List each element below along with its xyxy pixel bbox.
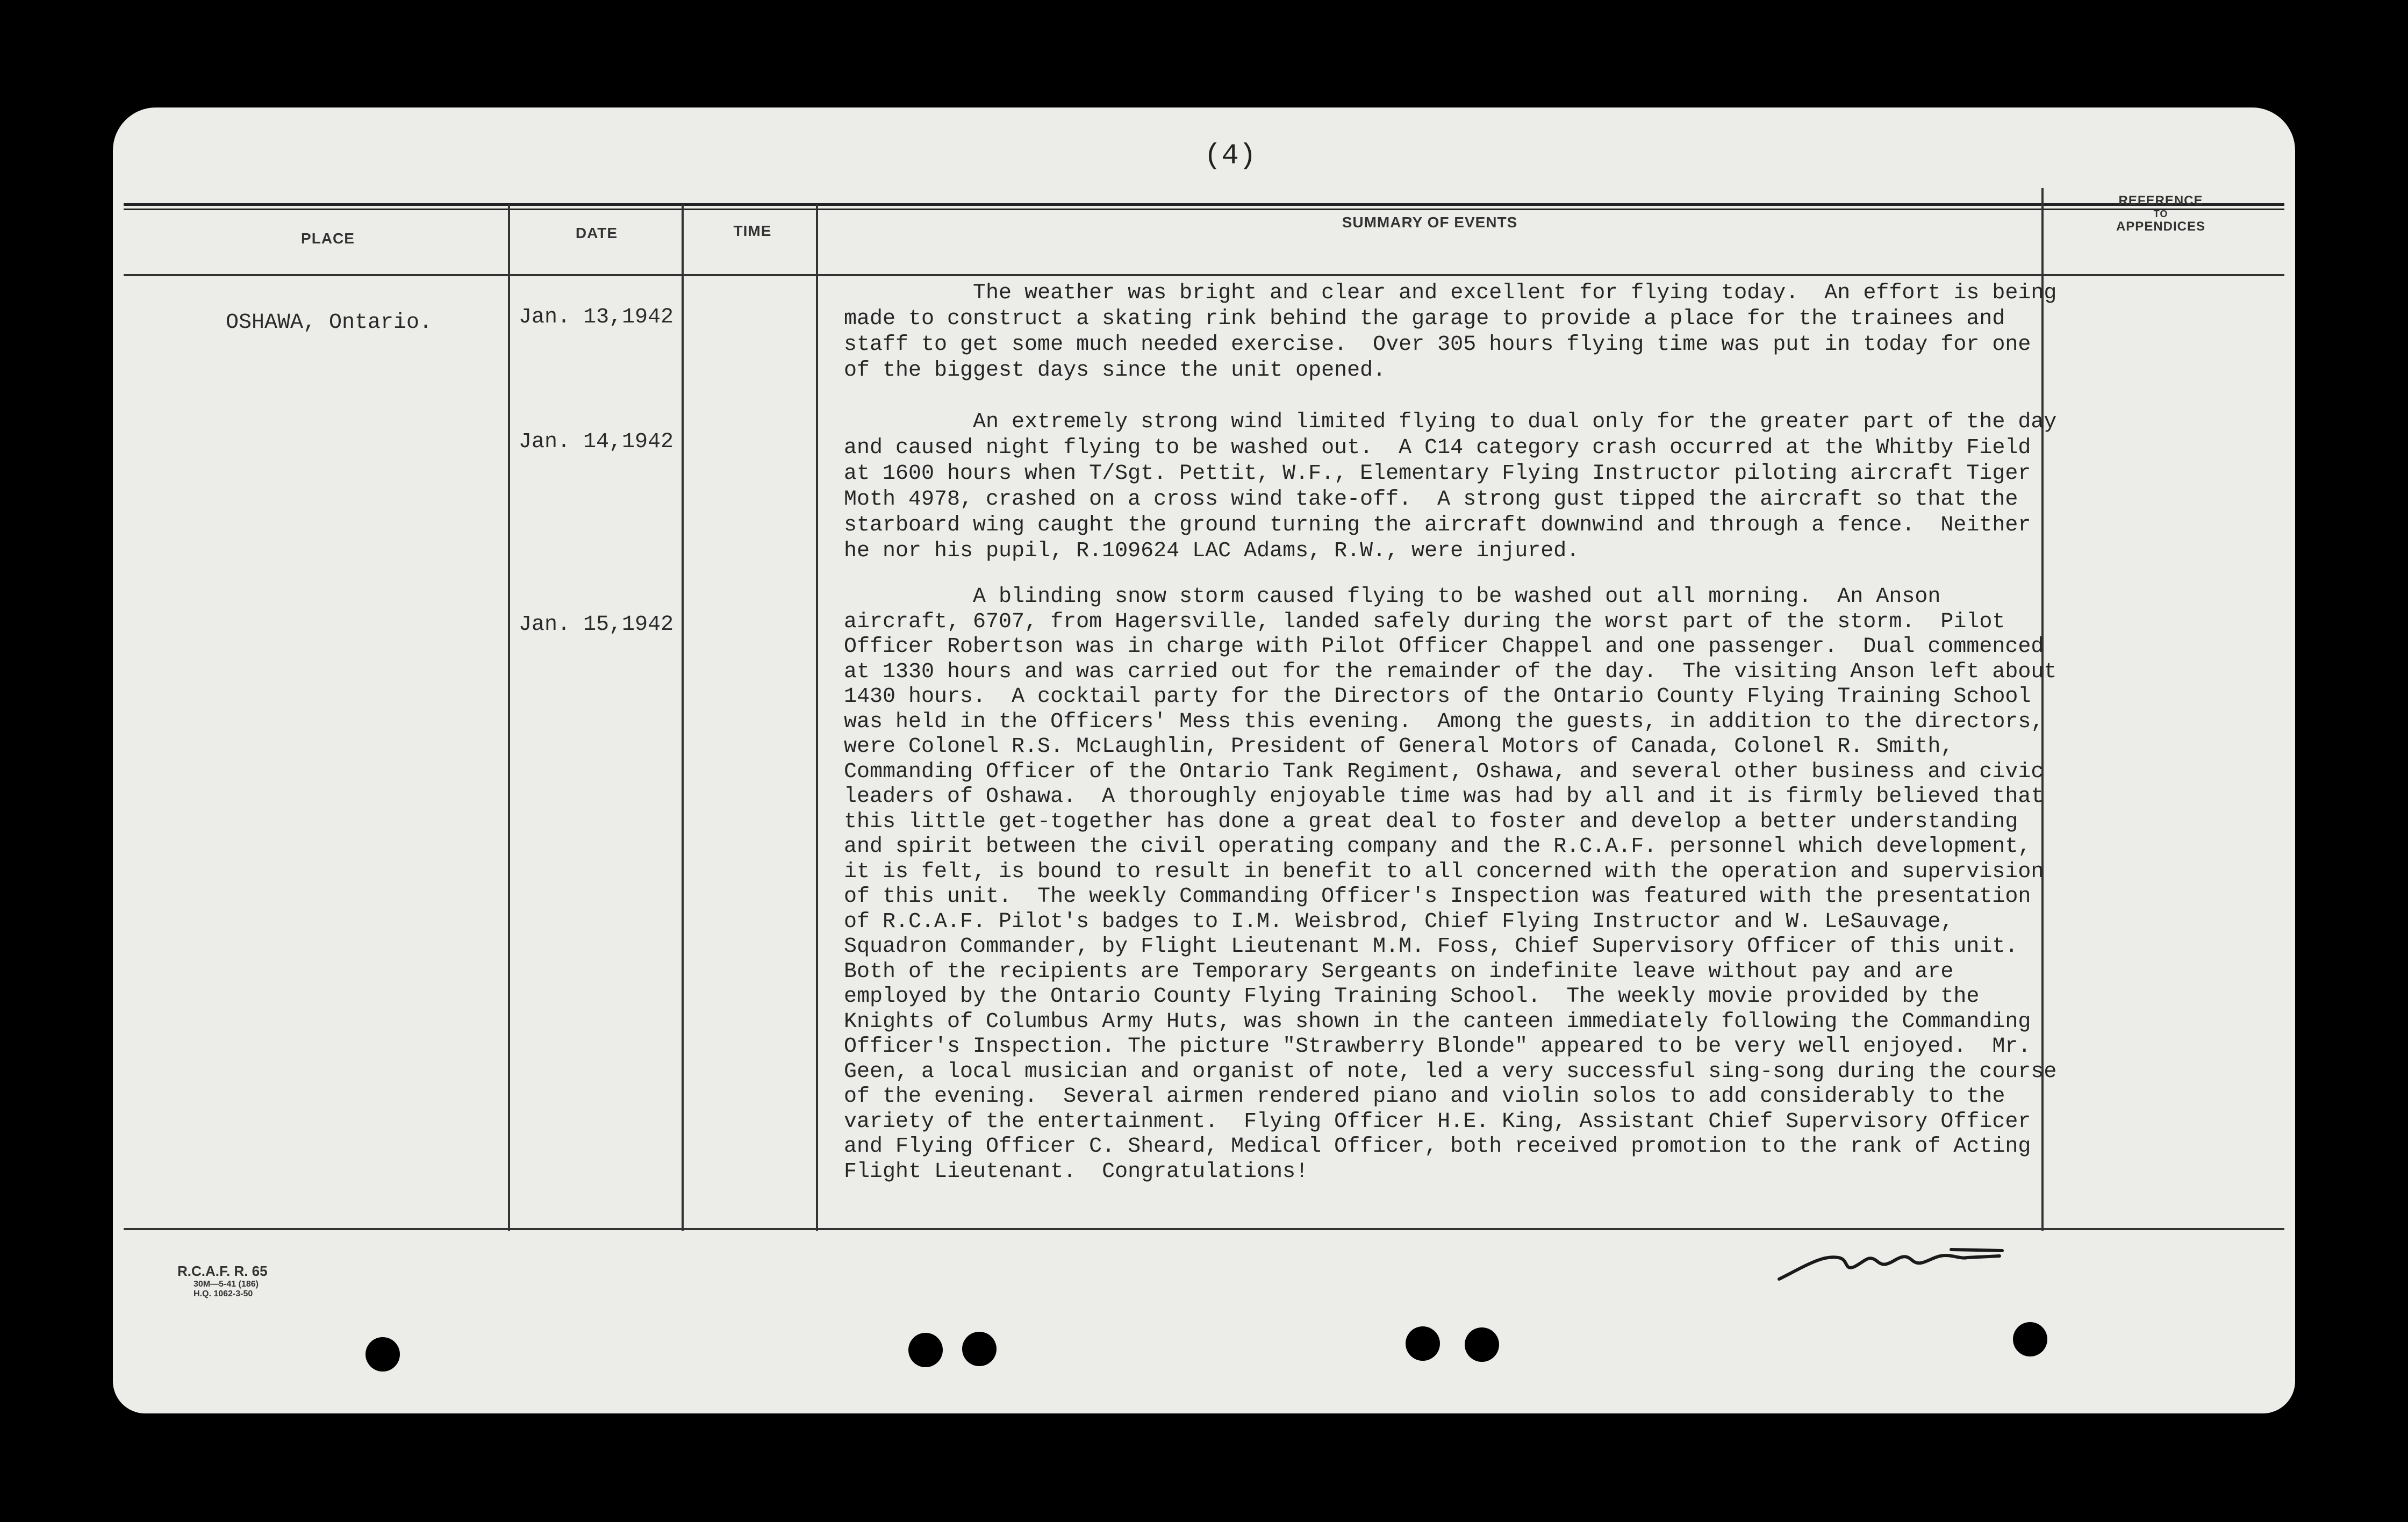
column-header-summary: SUMMARY OF EVENTS bbox=[1342, 214, 1518, 231]
reference-line-3: APPENDICES bbox=[2116, 219, 2206, 234]
column-divider-date-time bbox=[682, 204, 684, 1231]
header-top-rule bbox=[124, 203, 2284, 210]
reference-line-2: TO bbox=[2153, 209, 2168, 219]
summary-entry-jan-13: The weather was bright and clear and excellent for flying today. An effort is being made to construct a skating rink behind the garage to provide a place for the trainees and staff to get some much needed exercise. Over 305 hours flying time was put in today for one of the biggest days since the unit opened. bbox=[844, 281, 2070, 383]
form-number: R.C.A.F. R. 65 bbox=[177, 1263, 268, 1279]
summary-entry-jan-15: A blinding snow storm caused flying to be washed out all morning. An Anson aircraft, 6707, from Hagersville, landed safely during the worst part of the storm. Pilot Officer Robertson was in charge with Pilot Officer Chappel and one passenger. Dual commenced at 1330 hours and was carried out for the remainder of the day. The visiting Anson left about 1430 hours. A cocktail party for the Directors of the Ontario County Flying Training School was held in the Officers' Mess this evening. Among the guests, in addition to the directors, were Colonel R.S. McLaughlin, President of General Motors of Canada, Colonel R. Smith, Commanding Officer of the Ontario Tank Regiment, Oshawa, and several other business and civic leaders of Oshawa. A thoroughly enjoyable time was had by all and it is firmly believed that this little get-together has done a great deal to foster and develop a better understanding and spirit between the civil operating company and the R.C.A.F. personnel which development, it is felt, is bound to result in benefit to all concerned with the operation and supervision of this unit. The weekly Commanding Officer's Inspection was featured with the presentation of R.C.A.F. Pilot's badges to I.M. Weisbrod, Chief Flying Instructor and W. LeSauvage, Squadron Commander, by Flight Lieutenant M.M. Foss, Chief Supervisory Officer of this unit. Both of the recipients are Temporary Sergeants on indefinite leave without pay and are employed by the Ontario County Flying Training School. The weekly movie provided by the Knights of Columbus Army Huts, was shown in the canteen immediately following the Commanding Officer's Inspection. The picture "Strawberry Blonde" appeared to be very well enjoyed. Mr. Geen, a local musician and organist of note, led a very successful sing-song during the course of the evening. Several airmen rendered piano and violin solos to add considerably to the variety of the entertainment. Flying Officer H.E. King, Assistant Chief Supervisory Officer and Flying Officer C. Sheard, Medical Officer, both received promotion to the rank of Acting Flight Lieutenant. Congratulations! bbox=[844, 585, 2070, 1184]
page-number: (4) bbox=[1204, 140, 1257, 173]
place-value: OSHAWA, Ontario. bbox=[226, 311, 433, 335]
column-header-date: DATE bbox=[575, 225, 618, 241]
header-bottom-rule bbox=[124, 274, 2284, 276]
reference-line-1: REFERENCE bbox=[2118, 193, 2203, 208]
column-header-time: TIME bbox=[733, 222, 772, 239]
punch-hole-icon bbox=[962, 1332, 997, 1366]
date-entry-1: Jan. 13,1942 bbox=[519, 305, 674, 329]
form-print-run: 30M—5-41 (186) bbox=[194, 1280, 259, 1289]
date-entry-2: Jan. 14,1942 bbox=[519, 430, 674, 454]
column-header-place: PLACE bbox=[301, 230, 355, 247]
summary-entry-jan-14: An extremely strong wind limited flying to dual only for the greater part of the day and caused night flying to be washed out. A C14 category crash occurred at the Whitby Field at 1600 hours when T/Sgt. Pettit, W.F., Elementary Flying Instructor piloting aircraft Tiger Moth 4978, crashed on a cross wind take-off. A strong gust tipped the aircraft so that the starboard wing caught the ground turning the aircraft downwind and through a fence. Neither he nor his pupil, R.109624 LAC Adams, R.W., were injured. bbox=[844, 410, 2070, 563]
column-header-reference bbox=[2053, 195, 2268, 233]
punch-hole-icon bbox=[908, 1333, 943, 1367]
punch-hole-icon bbox=[366, 1337, 400, 1372]
punch-hole-icon bbox=[1465, 1327, 1499, 1362]
signature-icon bbox=[1774, 1233, 2010, 1287]
column-divider-place-date bbox=[508, 204, 510, 1231]
punch-hole-icon bbox=[1406, 1326, 1440, 1361]
punch-hole-icon bbox=[2013, 1322, 2047, 1356]
column-divider-time-summary bbox=[816, 204, 818, 1231]
record-card bbox=[113, 107, 2295, 1413]
form-identifier bbox=[177, 1263, 268, 1299]
form-hq-number: H.Q. 1062-3-50 bbox=[194, 1289, 253, 1298]
date-entry-3: Jan. 15,1942 bbox=[519, 613, 674, 637]
table-bottom-rule bbox=[124, 1228, 2284, 1230]
